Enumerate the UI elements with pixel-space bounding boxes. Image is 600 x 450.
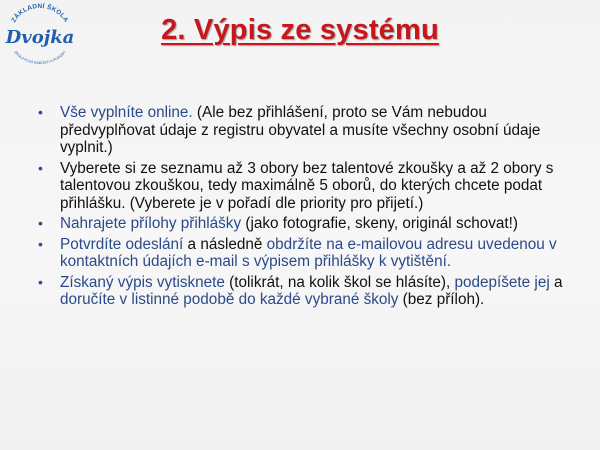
bullet-item xyxy=(34,215,564,233)
logo-bottom-text: ŠKOLA PLNÁ RADOSTI A POHODY xyxy=(13,50,67,66)
bullet-item xyxy=(34,160,564,213)
logo-top-text: ZÁKLADNÍ ŠKOLA xyxy=(10,2,70,24)
bullet-item xyxy=(34,236,564,271)
bullet-item xyxy=(34,274,564,309)
bullet-dot-icon: • xyxy=(38,104,43,120)
bullet-dot-icon: • xyxy=(38,235,43,252)
slide-title: 2. Výpis ze systému xyxy=(161,14,439,46)
bullet-dot-icon: • xyxy=(38,273,43,290)
bullet-dot-icon: • xyxy=(38,159,43,176)
bullet-list xyxy=(34,104,564,312)
highlighted-text: Potvrdíte odeslání xyxy=(60,235,184,253)
svg-text:ŠKOLA PLNÁ RADOSTI A POHODY xyxy=(13,50,67,65)
slide-title-wrap xyxy=(0,14,600,47)
bullet-text: (bez příloh). xyxy=(398,291,485,308)
bullet-text: a xyxy=(549,273,563,291)
bullet-text: a následně xyxy=(183,235,267,253)
highlighted-text: Vše vyplníte online. xyxy=(60,104,193,121)
highlighted-text: podepíšete jej xyxy=(454,273,550,291)
highlighted-text: obdržíte na e-mailovou adresu uvedenou v kontaktních údajích e-mail s výpisem přihlášky k vytištění. xyxy=(60,235,557,270)
highlighted-text: Získaný výpis vytisknete xyxy=(60,273,225,291)
bullet-dot-icon: • xyxy=(38,215,43,231)
bullet-text: (Ale bez přihlášení, proto se Vám nebudou předvyplňovat údaje z registru obyvatel a musíte všechny osobní údaje vyplnit.) xyxy=(60,104,541,156)
bullet-text: (tolikrát, na kolik škol se hlásíte), xyxy=(224,273,455,291)
bullet-text: (jako fotografie, skeny, originál schovat!) xyxy=(241,215,518,232)
highlighted-text: Nahrajete přílohy přihlášky xyxy=(60,215,242,232)
logo-name: Dvojka xyxy=(5,27,75,48)
bullet-text: Vyberete si ze seznamu až 3 obory bez talentové zkoušky a až 2 obory s talentovou zkouškou, tedy maximálně 5 oborů, do kterých chcete podat přihlášku. (Vyberete je v pořadí dle priority pro přijetí.) xyxy=(60,159,554,212)
bullet-item xyxy=(34,104,564,157)
highlighted-text: doručíte v listinné podobě do každé vybrané školy xyxy=(60,291,399,308)
